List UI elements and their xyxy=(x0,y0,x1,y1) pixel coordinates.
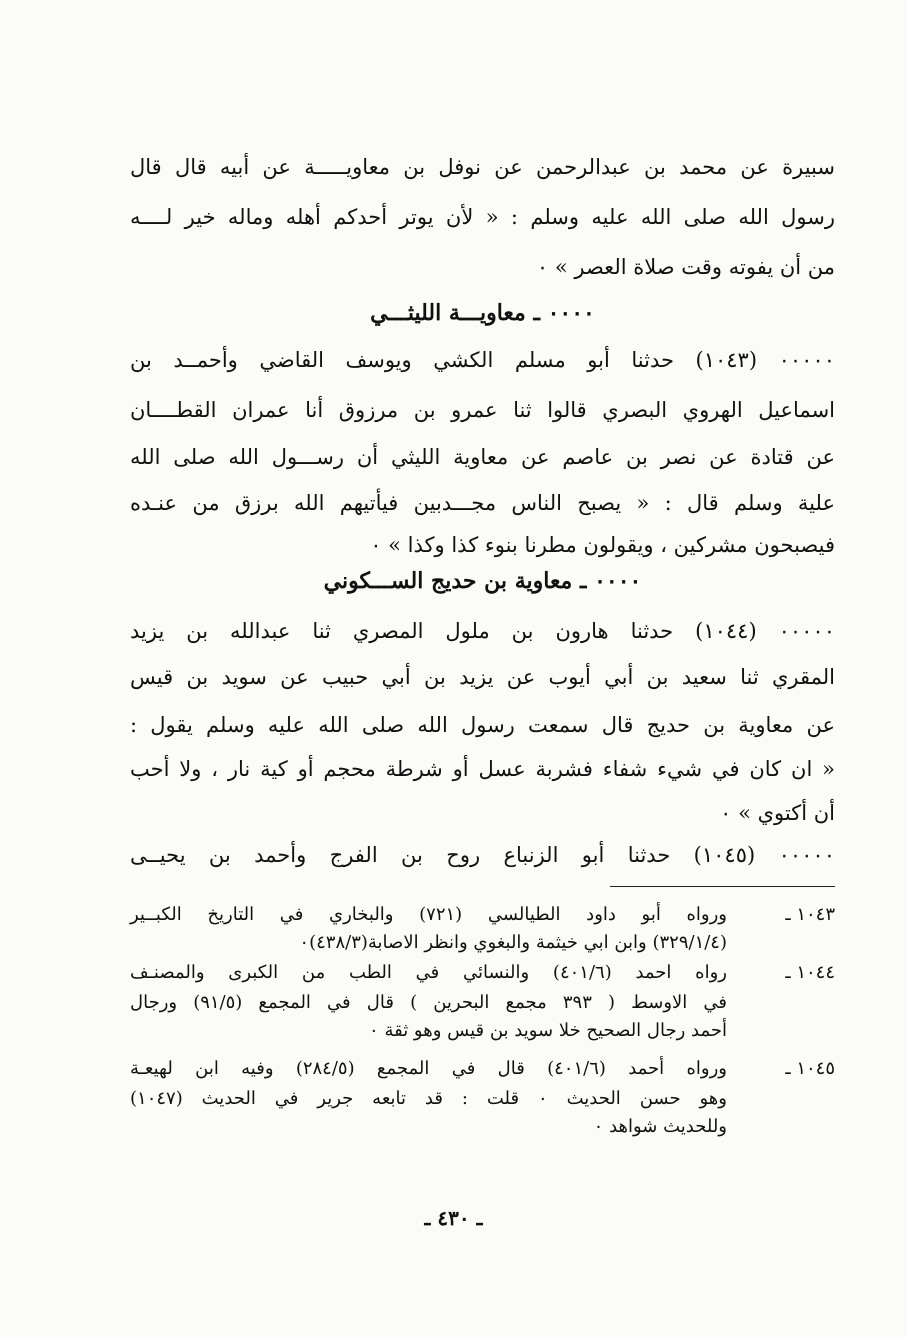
footnote-line: (٣٢٩/١/٤) وابن ابي خيثمة والبغوي وانظر الاصابة(٤٣٨/٣)٠ xyxy=(299,932,727,953)
footnote-number: ١٠٤٣ ـ xyxy=(785,904,835,925)
document-page xyxy=(130,140,835,1310)
body-line: « ان كان في شيء شفاء فشربة عسل أو شرطة محجم أو كية نار ، ولا أحب xyxy=(130,757,835,781)
footnote-separator xyxy=(610,886,835,887)
footnote-number: ١٠٤٤ ـ xyxy=(785,962,835,983)
body-line: سبيرة عن محمد بن عبدالرحمن عن نوفل بن معاويـــــة عن أبيه قال قال xyxy=(130,155,835,179)
footnote-line: ورواه أحمد (٤٠١/٦) قال في المجمع (٢٨٤/٥) وفيه ابن لهيعـة xyxy=(130,1058,727,1079)
page-number: ـ ٤٣٠ ـ xyxy=(424,1206,483,1230)
footnote-number: ١٠٤٥ ـ xyxy=(785,1058,835,1079)
section-heading: ٠٠٠٠ ـ معاوية بن حديج الســـكوني xyxy=(323,568,642,594)
body-line: من أن يفوته وقت صلاة العصر » ٠ xyxy=(536,255,835,279)
body-line: رسول الله صلى الله عليه وسلم : « لأن يوتر أحدكم أهله وماله خير لــــه xyxy=(130,205,835,229)
footnote-line: رواه احمد (٤٠١/٦) والنسائي في الطب من الكبرى والمصنـف xyxy=(130,962,727,983)
body-line: المقري ثنا سعيد بن أبي أيوب عن يزيد بن أبي حبيب عن سويد بن قيس xyxy=(130,665,835,689)
footnote-line: وهو حسن الحديث ٠ قلت : قد تابعه جرير في الحديث (١٠٤٧) xyxy=(130,1088,727,1109)
section-heading: ٠٠٠٠ ـ معاويـــة الليثـــي xyxy=(370,300,595,326)
footnote-line: في الاوسط ( ٣٩٣ مجمع البحرين ) قال في المجمع (٩١/٥) ورجال xyxy=(130,992,728,1013)
body-line: عن معاوية بن حديج قال سمعت رسول الله صلى الله عليه وسلم يقول : xyxy=(130,713,835,737)
footnote-line: أحمد رجال الصحيح خلا سويد بن قيس وهو ثقة ٠ xyxy=(369,1020,727,1041)
body-line: أن أكتوي » ٠ xyxy=(720,801,835,825)
body-line: اسماعيل الهروي البصري قالوا ثنا عمرو بن مرزوق أنا عمران القطــــان xyxy=(130,398,835,422)
footnote-line: ورواه أبو داود الطيالسي (٧٢١) والبخاري في التاريخ الكبــير xyxy=(130,904,727,925)
body-line: علية وسلم قال : « يصبح الناس مجـــدبين فيأتيهم الله برزق من عنـده xyxy=(130,491,835,515)
body-line: ٠٠٠٠٠ (١٠٤٣) حدثنا أبو مسلم الكشي ويوسف القاضي وأحمــد بن xyxy=(130,348,835,372)
body-line: فيصبحون مشركين ، ويقولون مطرنا بنوء كذا وكذا » ٠ xyxy=(370,533,835,557)
body-line: ٠٠٠٠٠ (١٠٤٥) حدثنا أبو الزنباع روح بن الفرج وأحمد بن يحيــى xyxy=(130,843,835,867)
body-line: ٠٠٠٠٠ (١٠٤٤) حدثنا هارون بن ملول المصري ثنا عبدالله بن يزيد xyxy=(130,619,835,643)
body-line: عن قتادة عن نصر بن عاصم عن معاوية الليثي أن رســـول الله صلى الله xyxy=(130,445,835,469)
footnote-line: وللحديث شواهد ٠ xyxy=(593,1116,727,1137)
